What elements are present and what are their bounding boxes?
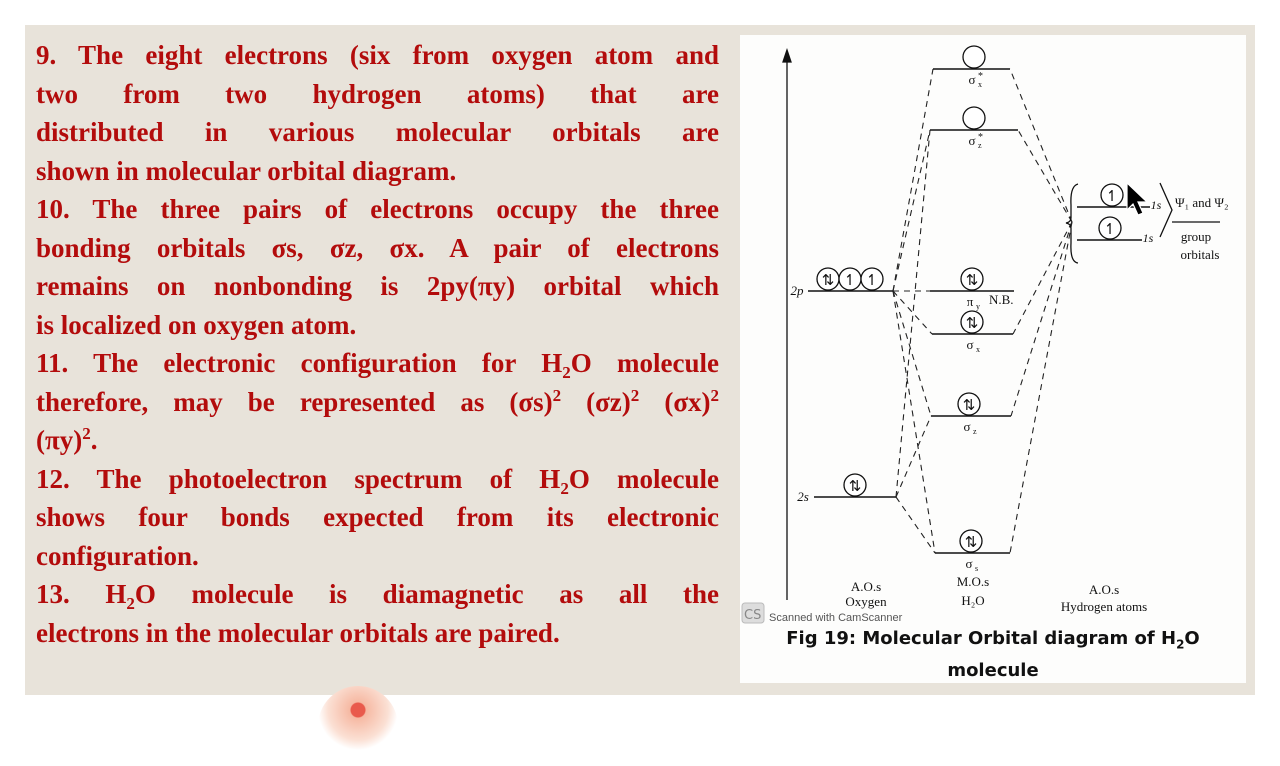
figure-caption [740, 626, 1246, 684]
orbital-circle [963, 107, 985, 129]
orbital-level-sigma-z-star [930, 107, 1018, 130]
text-segment: O molecule [570, 348, 719, 378]
orbital-level-o-2s [814, 474, 896, 497]
orbital-level-sigma-s [965, 556, 978, 573]
orbital-level-sigma-x [932, 311, 1013, 334]
text-segment: (σx) [639, 386, 711, 417]
text-line [36, 75, 719, 114]
text-segment: 10. The three pairs of electrons occupy the three [36, 194, 719, 224]
text-line [36, 460, 719, 499]
group-label: group [1180, 229, 1212, 244]
correlation-line [896, 130, 930, 497]
level-label-subscript: s [975, 564, 979, 573]
text-segment: 9. The eight electrons (six from oxygen atom and [36, 40, 719, 70]
text-segment: 11. The electronic configuration for H [36, 348, 563, 378]
slide-text-body [36, 36, 719, 652]
level-label: σ [963, 419, 971, 434]
text-line [36, 344, 719, 383]
caption-line-2: molecule [947, 659, 1039, 681]
text-segment: 2 [552, 385, 562, 405]
level-label-subscript: z [978, 141, 982, 150]
level-label: σ [968, 133, 976, 148]
level-label: 1s [1142, 231, 1154, 245]
text-line [36, 575, 719, 614]
orbital-level-pi-y [967, 292, 1014, 311]
electron-arrows-icon: ↿ [865, 273, 879, 289]
level-label: 1s [1150, 198, 1162, 212]
text-segment: 2 [82, 424, 91, 443]
text-line [36, 383, 719, 422]
watermark-logo: CS [744, 608, 762, 623]
nonbonding-tag: N.B. [989, 292, 1014, 307]
electron-arrows-icon: ⇅ [964, 535, 978, 551]
level-label-superscript: * [978, 132, 983, 143]
mo-label: M.O.s [956, 574, 990, 589]
correlation-line [893, 130, 930, 291]
orbital-level-o-2p [791, 283, 805, 298]
level-label: π [966, 294, 974, 309]
electron-arrows-icon: ⇅ [821, 273, 835, 289]
text-line [36, 306, 719, 345]
level-label: 2s [797, 489, 809, 504]
text-segment: (πy) [36, 425, 83, 455]
text-segment: configuration. [36, 540, 199, 571]
text-segment: therefore, may be represented as (σs) [36, 386, 553, 417]
electron-arrows-icon: ⇅ [965, 273, 979, 289]
watermark-text: Scanned with CamScanner [769, 612, 903, 624]
level-label-subscript: x [978, 80, 982, 89]
text-segment: 2 [562, 363, 571, 382]
oxygen-ao-label: A.O.s [850, 579, 882, 594]
orbital-level-o-2p [808, 268, 893, 291]
correlation-line [893, 291, 931, 416]
level-label-subscript: y [976, 302, 980, 311]
level-label: σ [965, 556, 973, 571]
correlation-line [896, 497, 935, 553]
text-segment: . [90, 425, 98, 455]
text-segment: is localized on oxygen atom. [36, 309, 357, 340]
electron-arrows-icon: ⇅ [965, 316, 979, 332]
level-label-subscript: x [976, 345, 980, 354]
text-line [36, 498, 719, 537]
oxygen-label: Oxygen [845, 594, 887, 609]
text-line [36, 229, 719, 268]
caption-line-1 [740, 626, 1246, 658]
text-segment: O molecule [568, 463, 719, 494]
orbital-level-h-1s-a [1151, 198, 1162, 212]
text-segment: electrons in the molecular orbitals are paired. [36, 617, 560, 648]
text-line [36, 113, 719, 152]
orbital-level-sigma-z-star [968, 132, 983, 150]
text-segment: remains on nonbonding is 2py(πy) orbital which [36, 271, 719, 301]
text-line [36, 190, 719, 229]
mouse-cursor-icon [1127, 183, 1147, 215]
electron-arrows-icon: ↿ [1105, 189, 1119, 205]
text-line [36, 421, 719, 460]
text-line [36, 36, 719, 75]
correlation-line [1018, 130, 1072, 222]
text-segment: 2 [710, 385, 719, 405]
figure-panel [740, 35, 1246, 683]
caption-subscript: 2 [1176, 637, 1185, 652]
text-segment: 2 [560, 478, 569, 498]
text-segment: 13. H [36, 579, 127, 609]
text-line [36, 614, 719, 653]
h2o-label: H₂O [961, 593, 985, 608]
orbital-levels [808, 46, 1150, 553]
mo-diagram [740, 35, 1246, 625]
correlation-line [896, 416, 931, 497]
correlation-line [1010, 222, 1072, 553]
hydrogen-atoms-label: Hydrogen atoms [1060, 599, 1148, 614]
text-segment: shown in molecular orbital diagram. [36, 155, 457, 186]
orbital-level-sigma-x-star [968, 71, 983, 89]
orbital-level-sigma-x-star [933, 46, 1010, 69]
text-segment: shows four bonds expected from its electronic [36, 502, 719, 532]
orbital-level-h-1s-b [1077, 217, 1142, 240]
electron-arrows-icon: ⇅ [962, 398, 976, 414]
correlation-line [1010, 69, 1072, 222]
electron-arrows-icon: ↿ [1103, 222, 1117, 238]
text-segment: (σz) [561, 386, 631, 417]
orbital-level-sigma-z [963, 419, 977, 436]
laser-pointer-indicator [318, 686, 398, 766]
orbital-level-sigma-s [935, 530, 1010, 553]
text-segment: bonding orbitals σs, σz, σx. A pair of electrons [36, 232, 719, 263]
level-label-superscript: * [978, 71, 983, 82]
orbitals-label: orbitals [1180, 247, 1220, 262]
orbital-circle [963, 46, 985, 68]
level-label: 2p [790, 283, 804, 298]
level-label-subscript: z [973, 427, 977, 436]
orbital-level-o-2s [797, 489, 809, 504]
text-line [36, 152, 719, 191]
text-segment: 12. The photoelectron spectrum of H [36, 463, 561, 494]
orbital-level-h-1s-b [1143, 231, 1154, 245]
orbital-level-sigma-x [966, 337, 980, 354]
text-line [36, 267, 719, 306]
text-segment: 2 [126, 594, 135, 613]
correlation-line [893, 69, 933, 291]
orbital-level-sigma-z [931, 393, 1011, 416]
level-label: σ [968, 72, 976, 87]
electron-arrows-icon: ↿ [843, 273, 857, 289]
hydrogen-ao-label: A.O.s [1088, 582, 1120, 597]
text-segment: distributed in various molecular orbitals are [36, 117, 719, 147]
text-line [36, 537, 719, 576]
text-segment: O molecule is diamagnetic as all the [134, 579, 719, 609]
level-label: σ [966, 337, 974, 352]
orbital-level-pi-y [930, 268, 1014, 291]
text-segment: two from two hydrogen atoms) that are [36, 78, 719, 109]
caption-text-end: O [1184, 628, 1200, 649]
energy-axis [783, 50, 791, 600]
electron-arrows-icon: ⇅ [848, 479, 862, 495]
group-orbital-label: Ψ₁ and Ψ₂ [1175, 195, 1229, 210]
caption-text: Fig 19: Molecular Orbital diagram of H [786, 628, 1177, 649]
text-segment: 2 [630, 385, 640, 405]
